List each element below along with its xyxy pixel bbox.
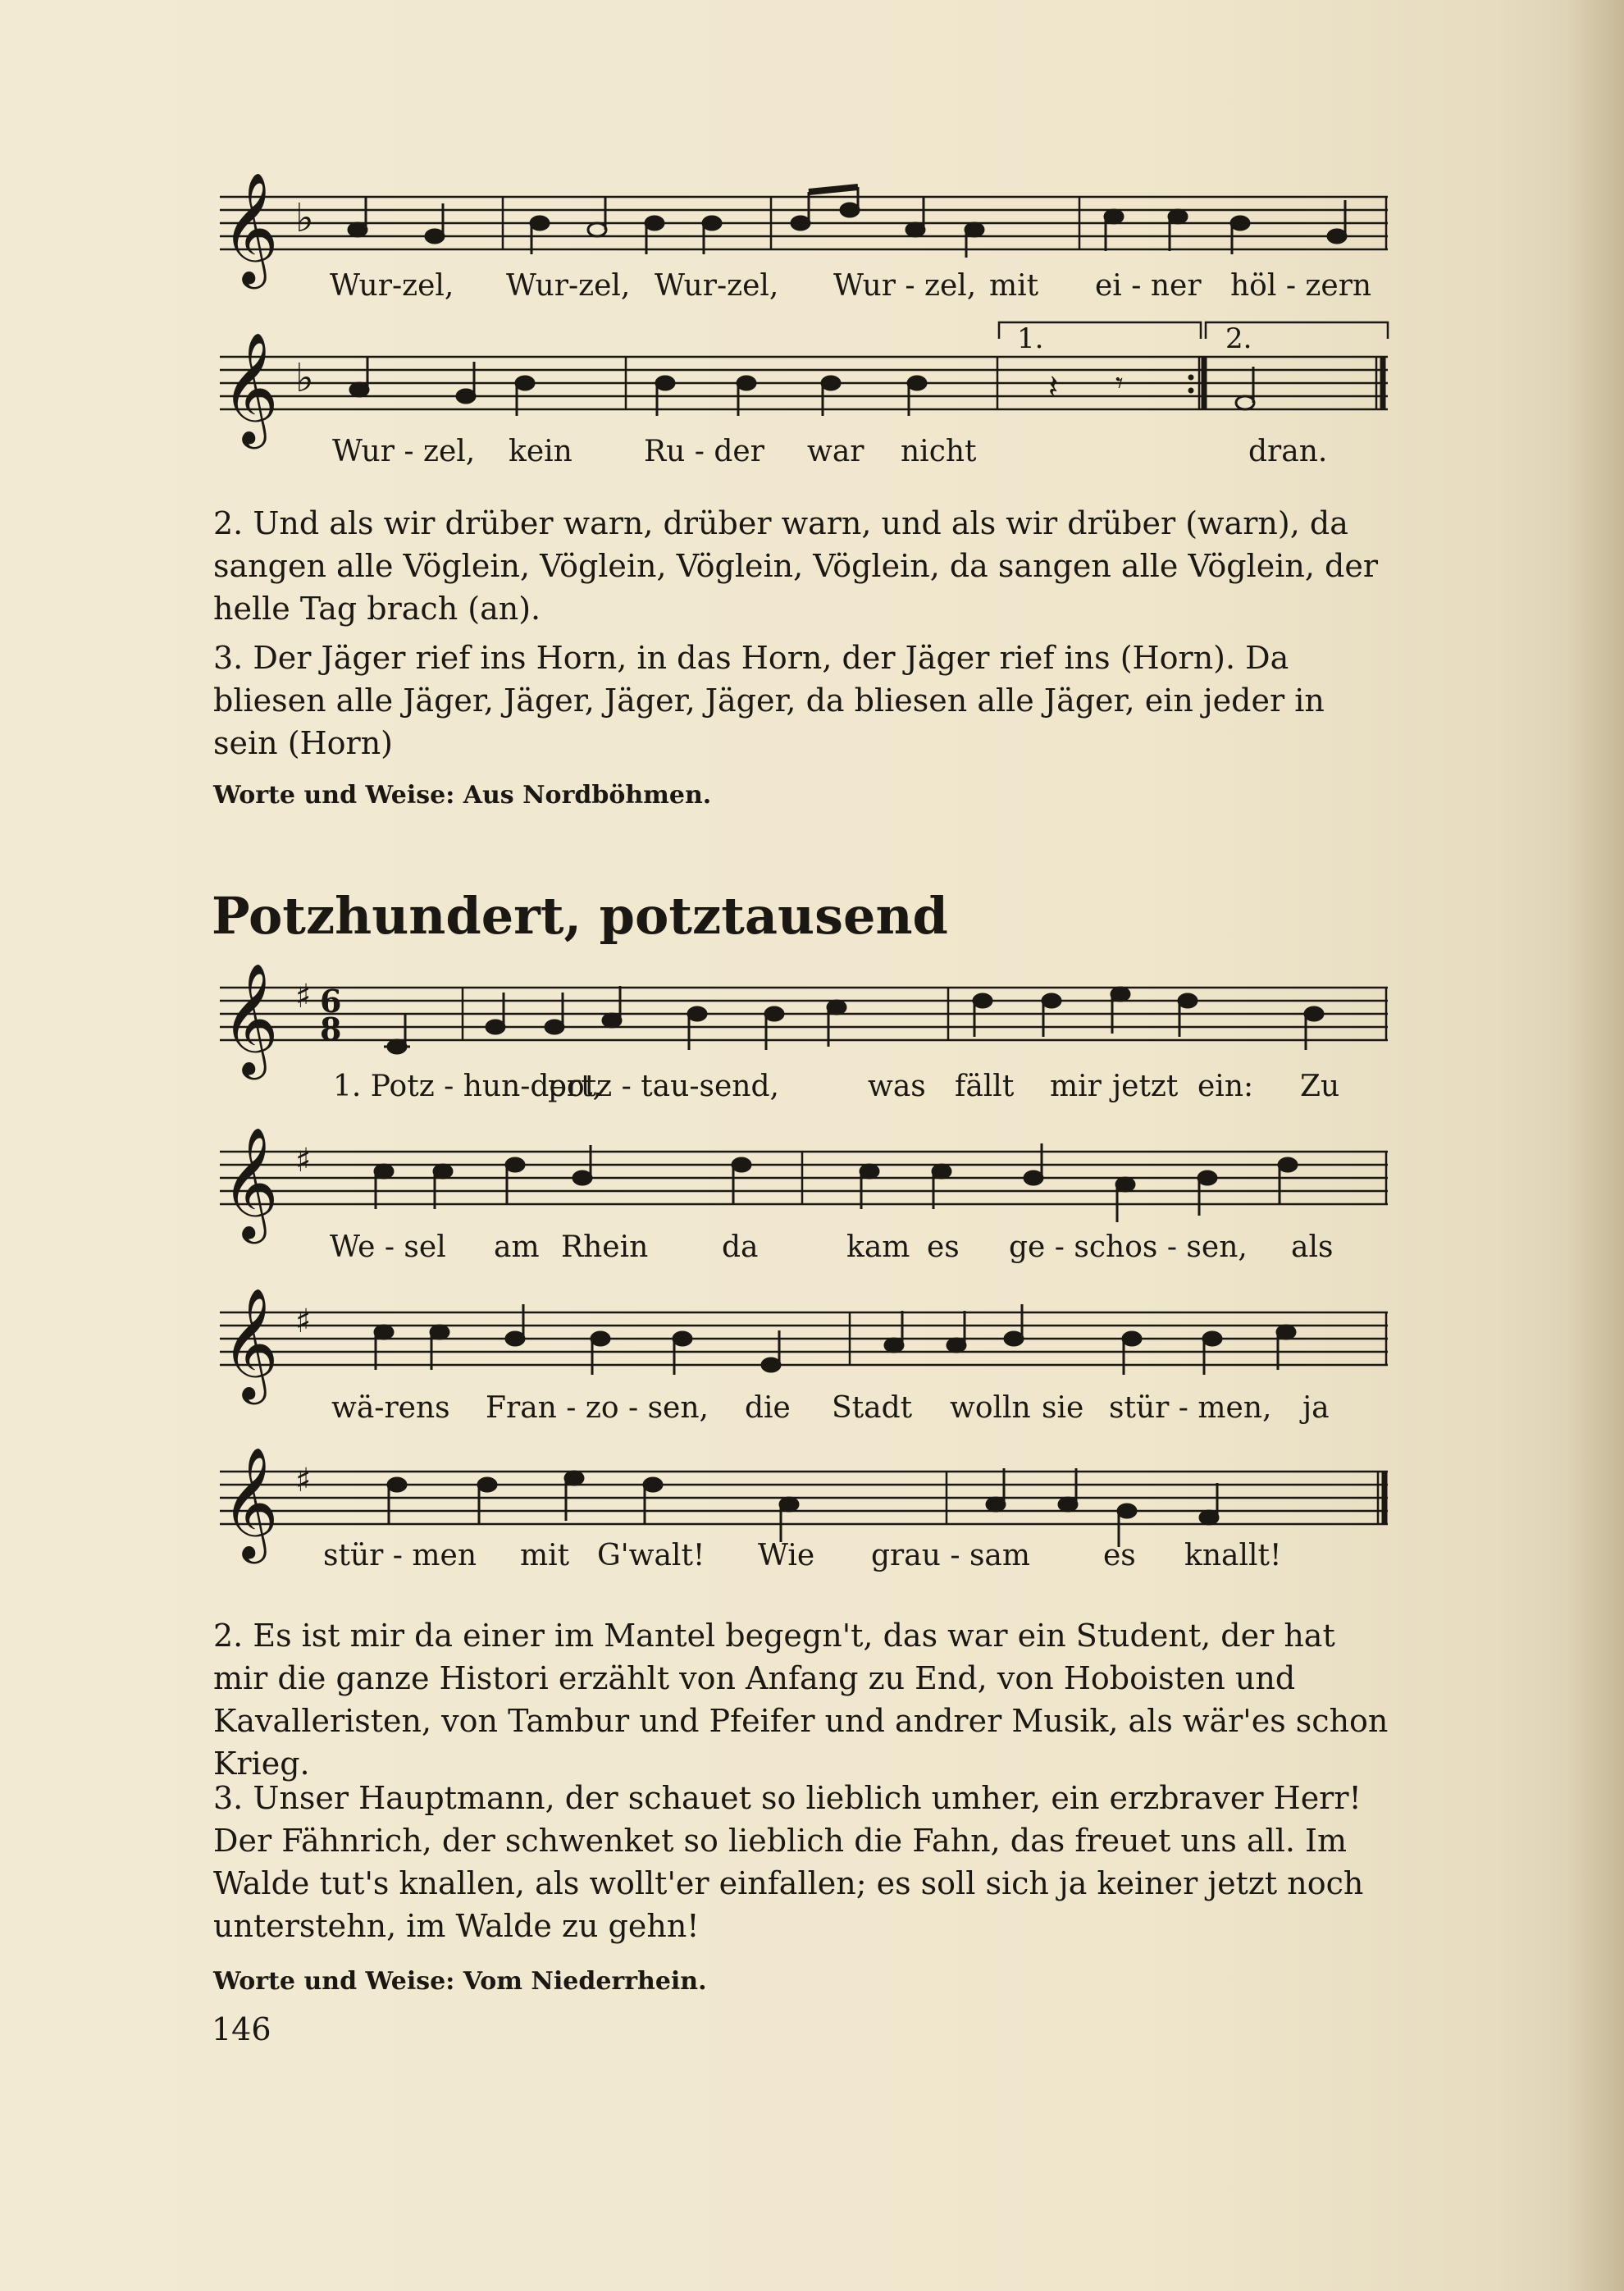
svg-text:𝄞: 𝄞 — [221, 1445, 279, 1559]
song1-verse-2: 2. Und als wir drüber warn, drüber warn, und als wir drüber (warn), da sangen alle Vöglein, Vöglein, Vöglein, Vöglein, da sangen alle Vöglein, der helle Tag brach (an). — [213, 505, 1379, 627]
svg-text:♯: ♯ — [295, 978, 312, 1015]
lyric: jetzt — [1112, 1070, 1179, 1103]
lyric: Rhein — [561, 1230, 649, 1264]
volta-2-label: 2. — [1225, 322, 1252, 355]
song1-staff-2 — [220, 324, 1388, 447]
time-sig-top: 6 — [320, 983, 342, 1020]
lyric: dran. — [1248, 435, 1328, 468]
lyric: was — [868, 1070, 926, 1103]
lyric: Ru - der — [644, 435, 764, 468]
lyric: die — [745, 1391, 791, 1425]
lyric: war — [807, 435, 864, 468]
lyric: es — [1103, 1539, 1136, 1572]
svg-text:𝄾: 𝄾 — [1115, 367, 1124, 400]
lyric: Wur-zel, — [506, 269, 631, 303]
lyric: Wur-zel, — [655, 269, 779, 303]
page-edge-shadow — [1567, 0, 1624, 2291]
lyric: mit — [989, 269, 1039, 303]
song2-staff-2 — [220, 1124, 1388, 1239]
lyric: ei - ner — [1095, 269, 1202, 303]
song1-verse-3: 3. Der Jäger rief ins Horn, in das Horn, der Jäger rief ins (Horn). Da bliesen alle Jäger, Jäger, Jäger, Jäger, da bliesen alle Jäger, ein jeder in sein (Horn) — [213, 640, 1325, 761]
svg-text:♯: ♯ — [295, 1303, 312, 1340]
lyric: ein: — [1197, 1070, 1254, 1103]
lyric: ge - schos - sen, — [1009, 1230, 1248, 1264]
lyric: 1. Potz - hun-dert, — [333, 1070, 602, 1103]
svg-text:𝄞: 𝄞 — [221, 171, 279, 284]
song-title: Potzhundert, potztausend — [212, 886, 948, 946]
lyric: es — [927, 1230, 960, 1264]
lyric: da — [722, 1230, 759, 1264]
svg-text:♯: ♯ — [295, 1462, 312, 1499]
lyric: We - sel — [330, 1230, 446, 1264]
time-sig-bottom: 8 — [320, 1011, 342, 1047]
lyric: Fran - zo - sen, — [486, 1391, 709, 1425]
svg-text:𝄞: 𝄞 — [221, 1125, 279, 1239]
svg-text:♭: ♭ — [295, 195, 314, 241]
song2-staff-3 — [220, 1285, 1388, 1399]
lyric: nicht — [901, 435, 977, 468]
lyric: Wur-zel, — [330, 269, 454, 303]
lyric: mir — [1050, 1070, 1102, 1103]
lyric: am — [494, 1230, 540, 1264]
svg-text:♭: ♭ — [295, 355, 314, 401]
lyric: knallt! — [1184, 1539, 1282, 1572]
lyric: kam — [846, 1230, 910, 1264]
lyric: Wie — [758, 1539, 815, 1572]
lyric: G'walt! — [597, 1539, 705, 1572]
lyric: stür - men — [323, 1539, 477, 1572]
lyric: grau - sam — [871, 1539, 1031, 1572]
lyric: wä-rens — [331, 1391, 450, 1425]
svg-text:𝄞: 𝄞 — [221, 961, 279, 1075]
svg-text:𝄞: 𝄞 — [221, 331, 279, 444]
lyric: mit — [520, 1539, 570, 1572]
lyric: fällt — [955, 1070, 1015, 1103]
song1-credit: Worte und Weise: Aus Nordböhmen. — [213, 781, 712, 810]
lyric: kein — [509, 435, 573, 468]
svg-text:𝄞: 𝄞 — [221, 1286, 279, 1399]
song2-verse-3: 3. Unser Hauptmann, der schauet so lieblich umher, ein erzbraver Herr! Der Fähnrich, der schwenket so lieblich die Fahn, das freuet uns all. Im Walde tut's knallen, als wollt'er einfallen; es soll sich ja keiner jetzt noch unterstehn, im Walde zu gehn! — [213, 1780, 1364, 1944]
lyric: Wur - zel, — [833, 269, 977, 303]
song2-verse-2: 2. Es ist mir da einer im Mantel begegn't, das war ein Student, der hat mir die ganze Histori erzählt von Anfang zu End, von Hoboisten und Kavalleristen, von Tambur und Pfeifer und andrer Musik, als wär'es schon Krieg. — [213, 1618, 1389, 1782]
svg-text:♯: ♯ — [295, 1142, 312, 1180]
lyric: Wur - zel, — [332, 435, 476, 468]
svg-text:𝄽: 𝄽 — [1048, 368, 1059, 406]
song2-credit: Worte und Weise: Vom Niederrhein. — [213, 1967, 707, 1996]
lyric: wolln — [950, 1391, 1031, 1425]
lyric: ja — [1302, 1391, 1330, 1425]
lyric: stür - men, — [1109, 1391, 1272, 1425]
lyric: sie — [1042, 1391, 1084, 1425]
volta-1-label: 1. — [1017, 322, 1044, 355]
lyric: höl - zern — [1230, 269, 1372, 303]
lyric: als — [1291, 1230, 1334, 1264]
lyric: Stadt — [832, 1391, 913, 1425]
page-number: 146 — [212, 2011, 271, 2047]
song2-staff-1 — [220, 961, 1388, 1075]
lyric: potz - tau-send, — [548, 1070, 779, 1103]
lyric: Zu — [1300, 1070, 1340, 1103]
